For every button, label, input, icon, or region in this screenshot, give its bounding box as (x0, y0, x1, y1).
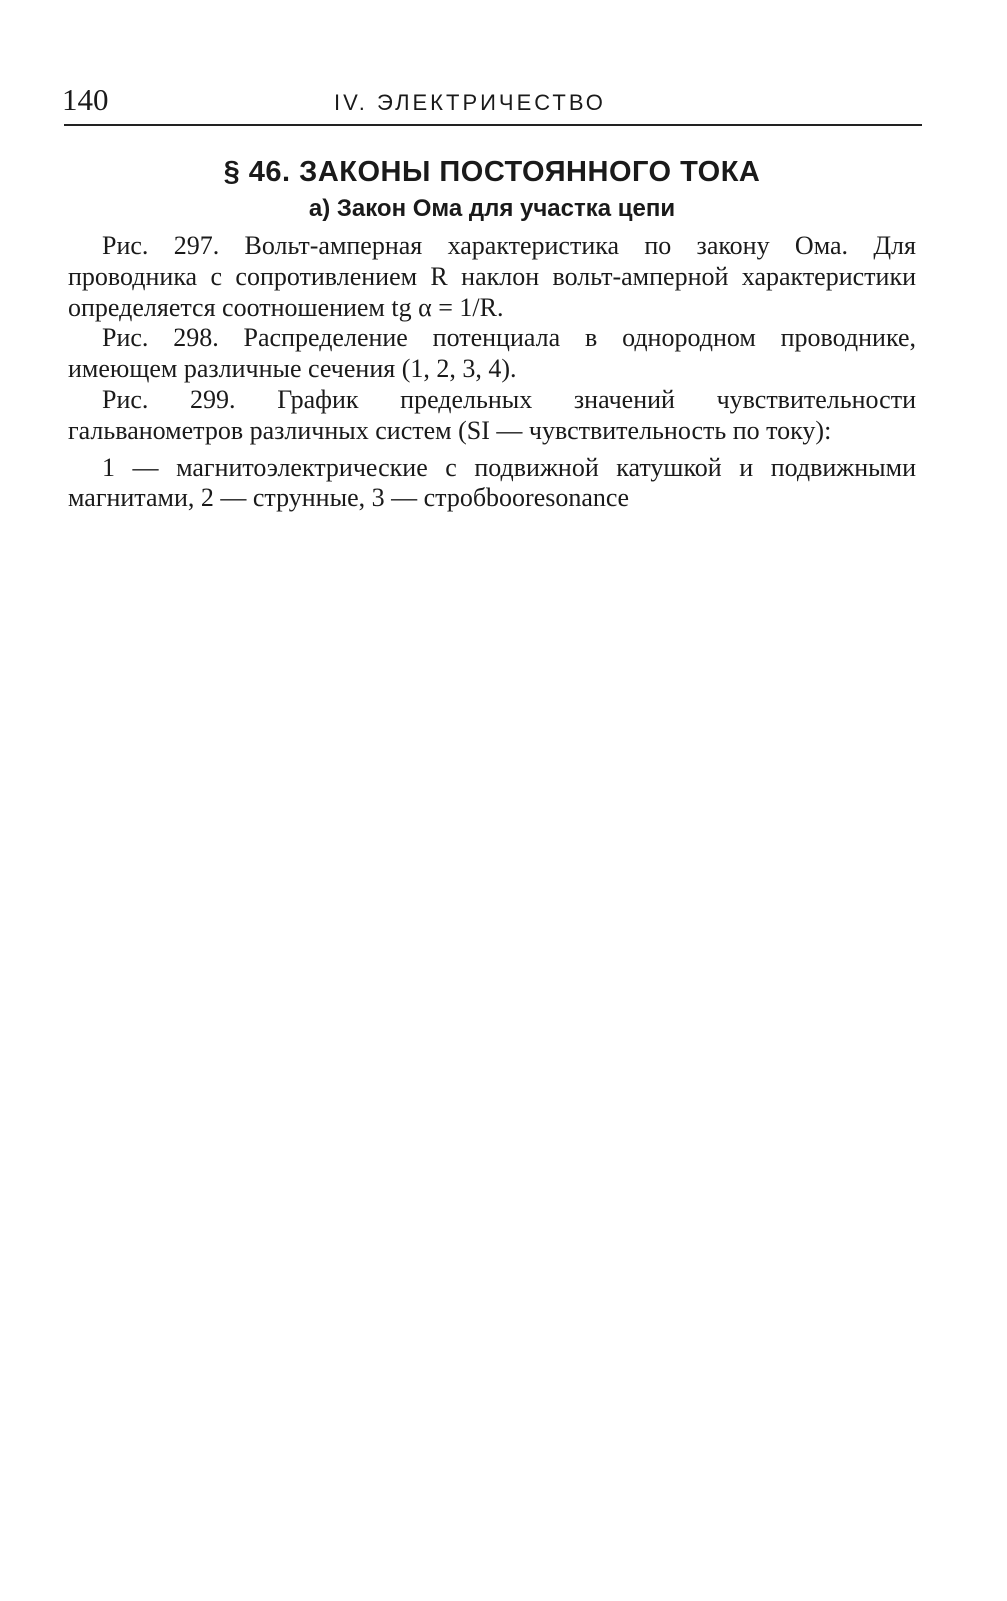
page-number: 140 (62, 82, 109, 117)
header-rule (64, 124, 922, 126)
figure-299-legend: 1 — магнитоэлектрические с подвижной катушкой и подвижными магнитами, 2 — струнные, 3 — стробbooresonance (68, 452, 916, 513)
running-head (62, 82, 920, 122)
figure-caption-297: Рис. 297. Вольт-амперная характеристика по закону Ома. Для проводника с сопротивлением R наклон вольт-амперной характеристики определяется соотношением tg α = 1/R. (68, 231, 916, 322)
figure-caption-299: Рис. 299. График предельных значений чувствительности гальванометров различных систем (SI — чувствительность по току): (68, 384, 916, 445)
running-title: IV. ЭЛЕКТРИЧЕСТВО (334, 90, 606, 115)
subsection-title-a: а) Закон Ома для участка цепи (308, 195, 676, 222)
page-content (68, 150, 916, 514)
section-title: § 46. ЗАКОНЫ ПОСТОЯННОГО ТОКА (223, 156, 761, 188)
figure-caption-298: Рис. 298. Распределение потенциала в однородном проводнике, имеющем различные сечения (1, 2, 3, 4). (68, 323, 916, 384)
